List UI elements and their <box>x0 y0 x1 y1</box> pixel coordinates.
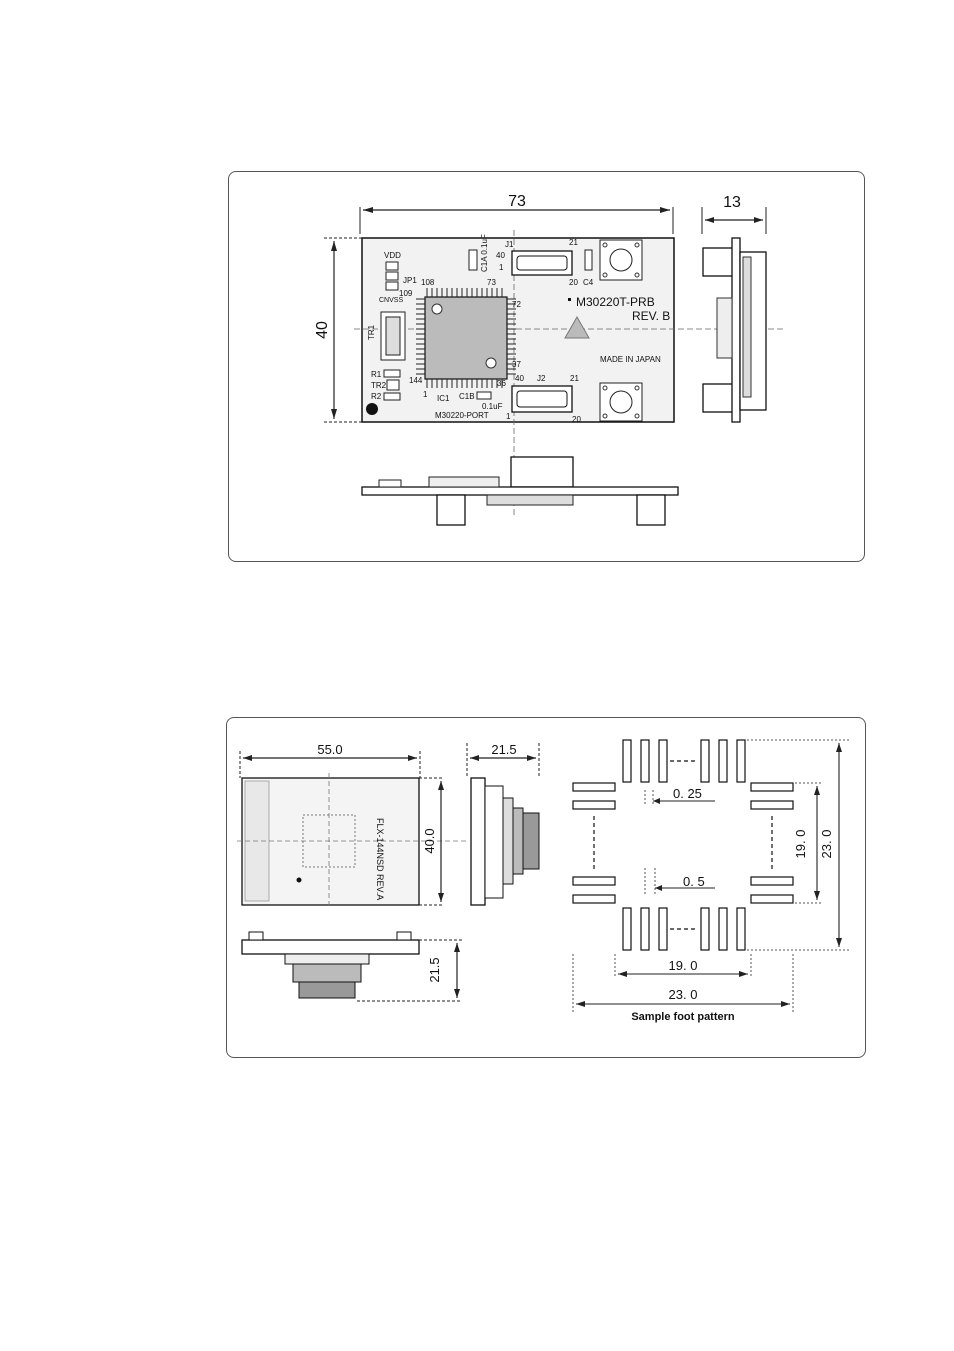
dim-width-55: 55.0 <box>317 742 343 757</box>
label-port: M30220-PORT <box>435 411 489 420</box>
dim-front-21-5: 21.5 <box>427 957 442 983</box>
label-ic1: IC1 <box>437 394 450 403</box>
label-j1-40: 40 <box>496 251 505 260</box>
dim-pad-0-5: 0. 5 <box>683 874 705 889</box>
pin1-marker-dot <box>366 403 378 415</box>
label-j2-21: 21 <box>570 374 579 383</box>
label-j2-40: 40 <box>515 374 524 383</box>
label-r2: R2 <box>371 392 382 401</box>
top-drawing <box>229 172 864 561</box>
label-pin72: 72 <box>512 300 521 309</box>
connector-j1 <box>512 251 572 275</box>
foot-pattern <box>573 740 793 950</box>
label-cnvss: CNVSS <box>379 297 404 304</box>
made-in-japan-text: MADE IN JAPAN <box>600 355 661 364</box>
bottom-drawing <box>227 718 865 1057</box>
pcb-side-view <box>703 238 766 422</box>
label-j2-1: 1 <box>506 412 511 421</box>
board-side-view <box>471 778 539 905</box>
board-model-text: FLX-144NSD REV.A <box>375 818 385 901</box>
label-j1-1: 1 <box>499 263 504 272</box>
label-pin1: 1 <box>423 390 428 399</box>
dim-height-40: 40 <box>314 321 331 339</box>
board-front-view <box>242 932 419 998</box>
label-vdd: VDD <box>384 251 401 260</box>
dim-height-40: 40.0 <box>422 828 437 854</box>
bottom-figure-panel <box>226 717 866 1058</box>
label-pin73: 73 <box>487 278 496 287</box>
dim-inner-v-19: 19. 0 <box>793 829 808 859</box>
board-part-number: M30220T-PRB <box>576 295 655 309</box>
label-r1: R1 <box>371 370 382 379</box>
dim-pitch-0-25: 0. 25 <box>673 786 702 801</box>
label-tr2: TR2 <box>371 381 387 390</box>
label-jp1: JP1 <box>403 276 417 285</box>
label-j2-20: 20 <box>572 415 581 424</box>
label-tr1: TR1 <box>367 324 376 340</box>
label-j1: J1 <box>505 240 514 249</box>
pcb-front-view <box>362 457 678 525</box>
label-c1b-value: 0.1uF <box>482 402 503 411</box>
label-j1-21: 21 <box>569 238 578 247</box>
dim-side-21-5: 21.5 <box>491 742 517 757</box>
ic1-qfp-chip <box>416 288 516 388</box>
label-pin37: 37 <box>512 360 521 369</box>
label-c4: C4 <box>583 278 594 287</box>
dim-side-13: 13 <box>723 194 741 211</box>
label-pin109: 109 <box>399 289 413 298</box>
dim-outer-v-23: 23. 0 <box>819 829 834 859</box>
top-figure-panel <box>228 171 865 562</box>
label-j2: J2 <box>537 374 546 383</box>
switch-1 <box>600 240 642 280</box>
dim-outer-23: 23. 0 <box>668 987 698 1002</box>
label-pin36: 36 <box>497 379 506 388</box>
switch-2 <box>600 383 642 421</box>
label-j1-20: 20 <box>569 278 578 287</box>
label-pin144: 144 <box>409 376 423 385</box>
dim-width-73: 73 <box>508 193 526 210</box>
dim-inner-19: 19. 0 <box>668 958 698 973</box>
connector-j2 <box>512 386 572 412</box>
label-pin108: 108 <box>421 278 435 287</box>
label-c1a: C1A 0.1uF <box>480 234 489 272</box>
board-revision: REV. B <box>632 309 671 323</box>
label-c1b: C1B <box>459 392 475 401</box>
foot-pattern-caption: Sample foot pattern <box>631 1011 735 1023</box>
